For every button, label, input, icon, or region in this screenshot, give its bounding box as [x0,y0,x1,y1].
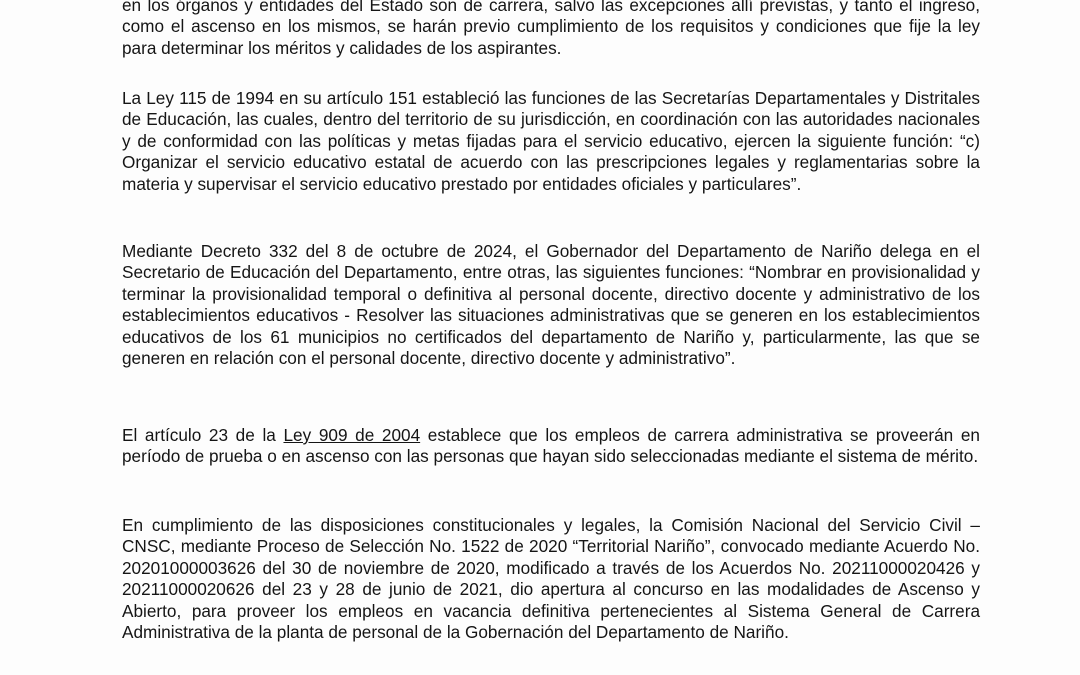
paragraph-articulo-23-text-start: El artículo 23 de la [122,425,284,445]
paragraph-ley-115: La Ley 115 de 1994 en su artículo 151 estableció las funciones de las Secretarías Departamentales y Distritales de Educación, las cuales, dentro del territorio de su jurisdicción, en coordinación con las autoridades nacionales y de conformidad con las políticas y metas fijadas para el servicio educativo, ejercen la siguiente función: “c) Organizar el servicio educativo estatal de acuerdo con las prescripciones legales y reglamentarias sobre la materia y supervisar el servicio educativo prestado por entidades oficiales y particulares”. [122,88,980,194]
paragraph-carrera: en los órganos y entidades del Estado son de carrera, salvo las excepciones allí previstas, y tanto el ingreso, como el ascenso en los mismos, se harán previo cumplimiento de los requisitos y condiciones que fije la ley para determinar los méritos y calidades de los aspirantes. [122,0,980,58]
paragraph-decreto-332: Mediante Decreto 332 del 8 de octubre de 2024, el Gobernador del Departamento de Nariño delega en el Secretario de Educación del Departamento, entre otras, las siguientes funciones: “Nombrar en provisionalidad y terminar la provisionalidad temporal o definitiva al personal docente, directivo docente y administrativo de los establecimientos educativos - Resolver las situaciones administrativas que se generen en los establecimientos educativos de los 61 municipios no certificados del departamento de Nariño y, particularmente, las que se generen en relación con el personal docente, directivo docente y administrativo”. [122,241,980,369]
ley-909-link[interactable]: Ley 909 de 2004 [283,425,421,445]
paragraph-articulo-23-text-end: establece que los empleos de carrera administrativa se proveerán en período de prueba o en ascenso con las personas que hayan sido seleccionadas mediante el sistema de mérito. [122,425,980,467]
paragraph-articulo-23 [122,425,980,468]
paragraph-cnsc: En cumplimiento de las disposiciones constitucionales y legales, la Comisión Nacional del Servicio Civil – CNSC, mediante Proceso de Selección No. 1522 de 2020 “Territorial Nariño”, convocado mediante Acuerdo No. 20201000003626 del 30 de noviembre de 2020, modificado a través de los Acuerdos No. 20211000020426 y 20211000020626 del 23 y 28 de junio de 2021, dio apertura al concurso en las modalidades de Ascenso y Abierto, para proveer los empleos en vacancia definitiva pertenecientes al Sistema General de Carrera Administrativa de la planta de personal de la Gobernación del Departamento de Nariño. [122,515,980,643]
